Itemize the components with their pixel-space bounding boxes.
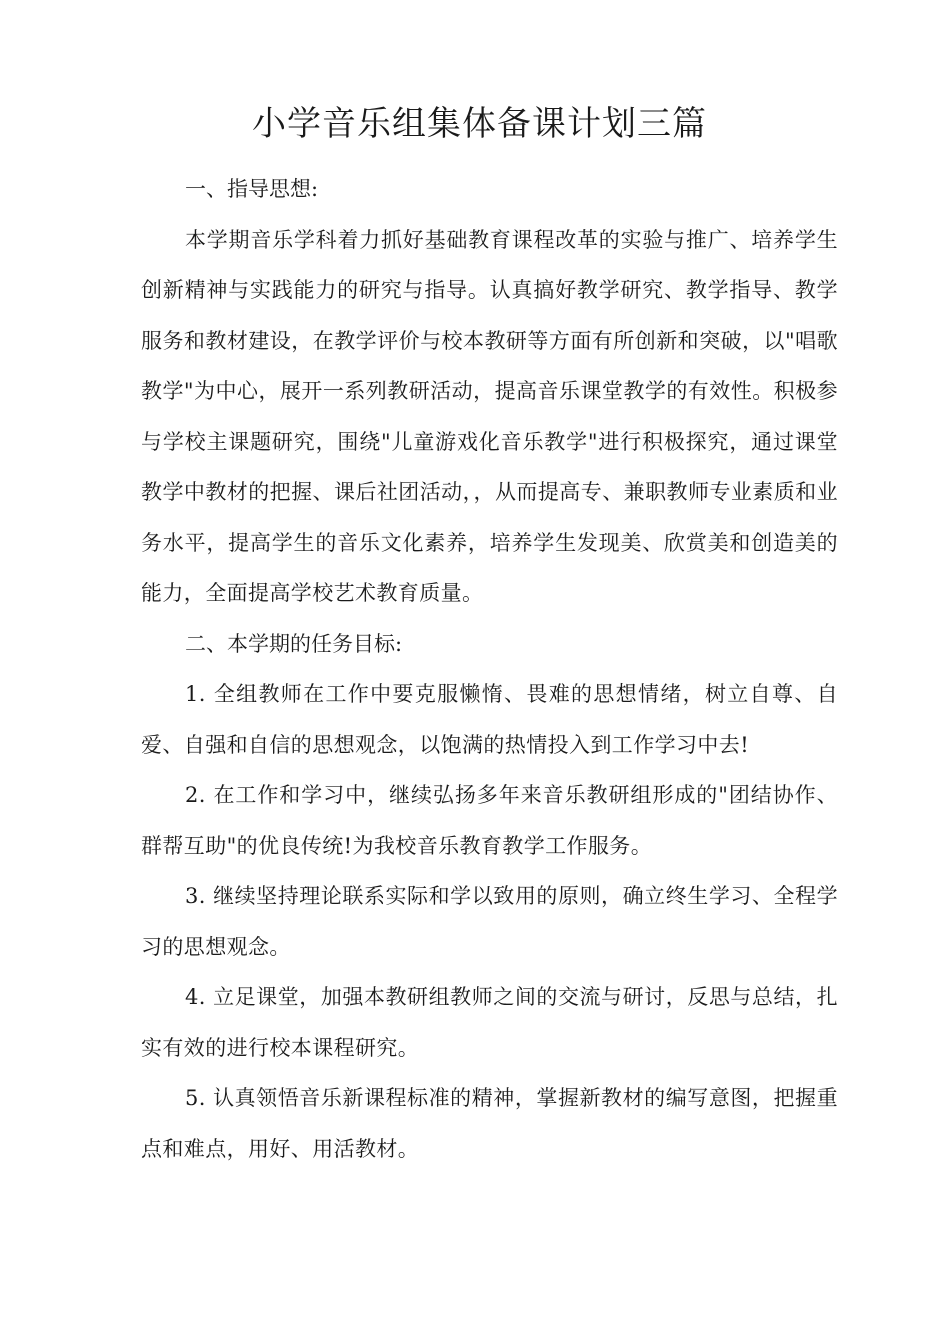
task-item-4: 4. 立足课堂，加强本教研组教师之间的交流与研讨，反思与总结，扎实有效的进行校本课程研究。 [141, 985, 838, 1060]
section-2-heading: 二、本学期的任务目标: [185, 631, 403, 656]
task-item-1: 1. 全组教师在工作中要克服懒惰、畏难的思想情绪，树立自尊、自爱、自强和自信的思想观念，以饱满的热情投入到工作学习中去! [141, 682, 838, 757]
task-item-5: 5. 认真领悟音乐新课程标准的精神，掌握新教材的编写意图，把握重点和难点，用好、用活教材。 [141, 1086, 838, 1161]
section-1-body: 本学期音乐学科着力抓好基础教育课程改革的实验与推广、培养学生创新精神与实践能力的研究与指导。认真搞好教学研究、教学指导、教学服务和教材建设，在教学评价与校本教研等方面有所创新和突破，以"唱歌教学"为中心，展开一系列教研活动，提高音乐课堂教学的有效性。积极参与学校主课题研究，围绕"儿童游戏化音乐教学"进行积极探究，通过课堂教学中教材的把握、课后社团活动，，从而提高专、兼职教师专业素质和业务水平，提高学生的音乐文化素养，培养学生发现美、欣赏美和创造美的能力，全面提高学校艺术教育质量。 [141, 227, 838, 605]
task-item-2: 2. 在工作和学习中，继续弘扬多年来音乐教研组形成的"团结协作、群帮互助"的优良传统!为我校音乐教育教学工作服务。 [141, 783, 838, 858]
task-item-3: 3. 继续坚持理论联系实际和学以致用的原则，确立终生学习、全程学习的思想观念。 [141, 884, 838, 959]
document-title: 小学音乐组集体备课计划三篇 [252, 104, 707, 144]
section-1-heading: 一、指导思想: [185, 177, 319, 201]
